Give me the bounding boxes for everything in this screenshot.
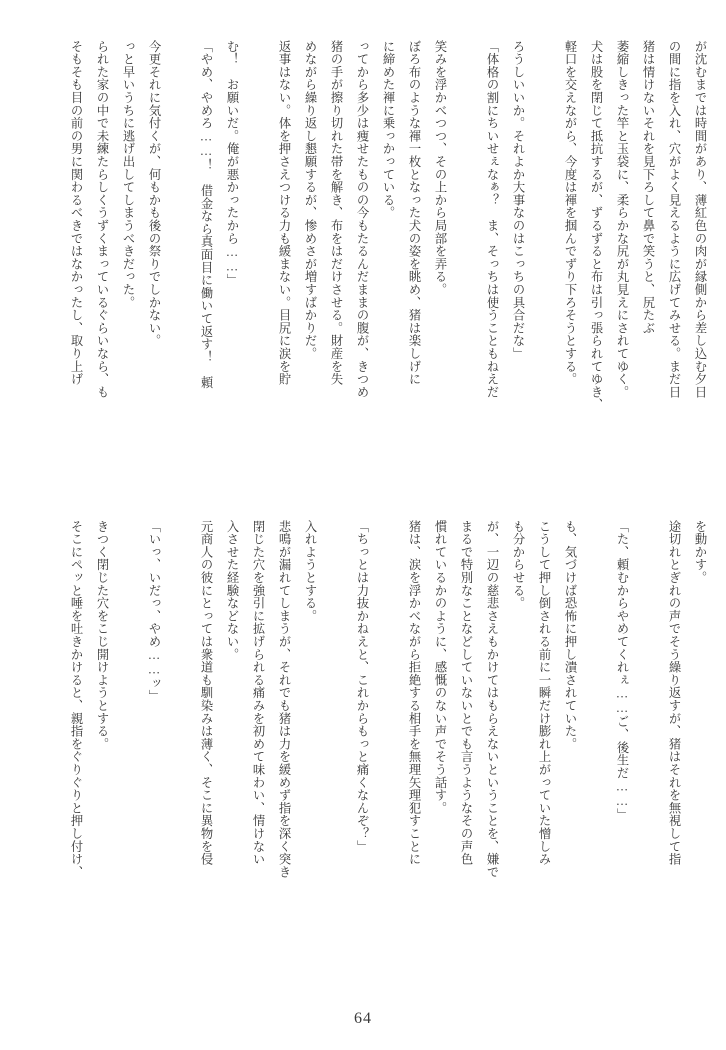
text-column: 犬は股を閉じて抵抗するが、ずるずると布は引っ張られてゆき、 (589, 40, 603, 412)
text-column: を動かす。 (693, 520, 707, 584)
text-column: 「た、頼むからやめてくれぇ……ご、後生だ……」 (615, 520, 629, 822)
text-column: そこにペッと唾を吐きかけると、親指をぐりぐりと押し付け、 (69, 520, 83, 879)
text-column: 慣れているかのように、感慨のない声でそう話す。 (433, 520, 447, 815)
text-column: ろうしいいか。それよか大事なのはこっちの具合だな」 (511, 40, 525, 360)
text-column: 軽口を交えながら、今度は褌を掴んでずり下ろそうとする。 (563, 40, 577, 386)
text-column: の間に指を入れ、穴がよく見えるように広げてみせる。まだ日 (667, 40, 681, 399)
text-column: 途切れとぎれの声でそう繰り返すが、猪はそれを無視して指 (667, 520, 681, 866)
text-column: 笑みを浮かべつつ、その上から局部を弄る。 (433, 40, 447, 296)
text-column: が、一辺の慈悲さえもかけてはもらえないということを、嫌で (485, 520, 499, 879)
text-column: 「やめ、やめろ……！ 借金なら真面目に働いて返す！ 頼 (199, 40, 213, 389)
text-column: 返事はない。体を押さえつける力も緩まない。目尻に涙を貯 (277, 40, 291, 386)
text-column: 猪の手が擦り切れた帯を解き、布をはだけさせる。財産を失 (329, 40, 343, 386)
text-column (634, 520, 660, 970)
text-column: 「体格の割にちいせぇなぁ？ ま、そっちは使うこともねえだ (485, 40, 499, 399)
text-column: そもそも目の前の男に関わるべきではなかったし、取り上げ (69, 40, 83, 386)
text-block-top (62, 40, 707, 470)
text-column (582, 520, 608, 970)
text-column: 猪は、涙を浮かべながら拒絶する相手を無理矢理犯すことに (407, 520, 421, 866)
text-column (166, 520, 192, 970)
text-column (452, 40, 478, 470)
text-column (530, 40, 556, 470)
text-column (244, 40, 270, 470)
text-column: ってから多少は痩せたものの今もたるんだままの腹が、きつめ (355, 40, 369, 399)
text-column: こうして押し倒される前に一瞬だけ膨れ上がっていた憎しみ (537, 520, 551, 866)
page-number: 64 (354, 1010, 372, 1027)
text-column: に締めた褌に乗っかっている。 (381, 40, 395, 220)
text-column: っと早いうちに逃げ出してしまうべきだった。 (121, 40, 135, 309)
text-column: めながら繰り返し懇願するが、惨めさが増すばかりだ。 (303, 40, 317, 360)
text-column: 今更それに気付くが、何もかも後の祭りでしかない。 (147, 40, 161, 348)
text-column (166, 40, 192, 470)
text-column: まるで特別なことなどしていないとでも言うようなその声色 (459, 520, 473, 866)
text-column: 入させた経験などない。 (225, 520, 239, 661)
text-column: も、気づけば恐怖に押し潰されていた。 (563, 520, 577, 751)
text-column: 「ちっとは力抜かねえと、これからもっと痛くなんぞ？」 (355, 520, 369, 853)
text-block-bottom (62, 520, 707, 970)
text-column (374, 520, 400, 970)
text-column: きつく閉じた穴をこじ開けようとする。 (95, 520, 109, 751)
text-column: 「いっ、いだっ、やめ……ッ」 (147, 520, 161, 703)
text-column: む！ お願いだ。俺が悪かったから……」 (225, 40, 239, 287)
text-column: 猪は情けないそれを見下ろして鼻で笑うと、尻たぶ (641, 40, 655, 335)
text-column (322, 520, 348, 970)
text-column: 閉じた穴を強引に拡げられる痛みを初めて味わい、情けない (251, 520, 265, 866)
text-column: ぼろ布のような褌一枚となった犬の姿を眺め、猪は楽しげに (407, 40, 421, 386)
text-column: 元商人の彼にとっては衆道も馴染みは薄く、そこに異物を侵 (199, 520, 213, 866)
text-column: られた家の中で未練たらしくうずくまっているぐらいなら、も (95, 40, 109, 399)
text-column: 悲鳴が漏れてしまうが、それでも猪は力を緩めず指を深く突き (277, 520, 291, 879)
text-column: が沈むまでは時間があり、薄紅色の肉が縁側から差し込む夕日 (693, 40, 707, 399)
text-column: も分からせる。 (511, 520, 525, 610)
text-column: 入れようとする。 (303, 520, 317, 623)
text-column: 萎縮しきった竿と玉袋に、柔らかな尻が丸見えにされてゆく。 (615, 40, 629, 399)
text-column (114, 520, 140, 970)
